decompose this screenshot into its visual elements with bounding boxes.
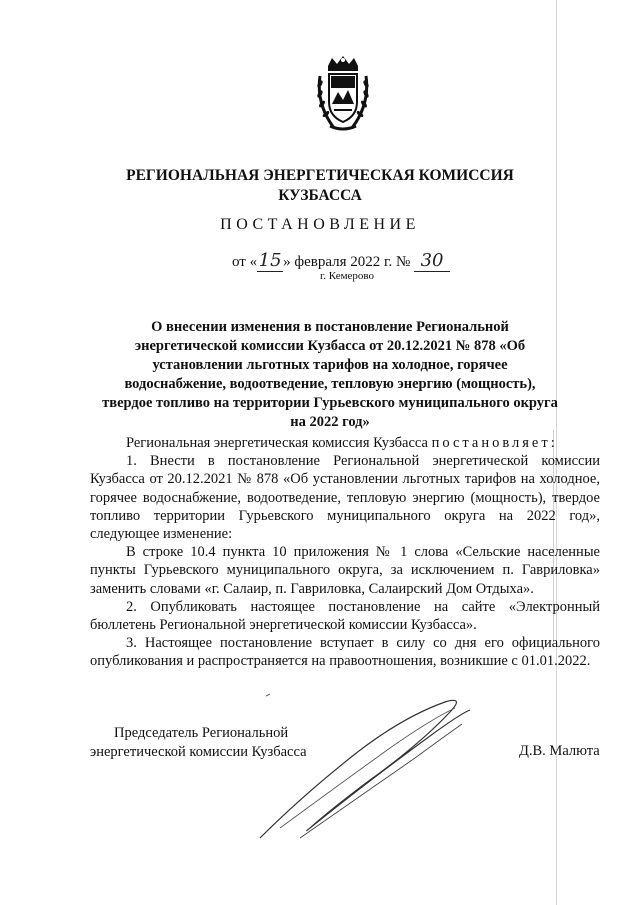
signatory-name: Д.В. Малюта [519,743,600,759]
date-prefix: от « [232,254,258,270]
date-month-year: » февраля 2022 г. № [283,254,411,270]
document-number-handwritten: 30 [414,250,450,272]
intro-verb: постановляет: [431,435,558,451]
paragraph-2: 2. Опубликовать настоящее постановление на сайте «Электронный бюллетень Региональной энергетической комиссии Кузбасса». [90,598,600,634]
intro-text: Региональная энергетическая комиссия Кузбасса [126,435,428,451]
document-type: ПОСТАНОВЛЕНИЕ [220,216,420,233]
paragraph-1-subclause: В строке 10.4 пункта 10 приложения № 1 слова «Сельские населенные пункты Гурьевского муниципального округа, за исключением п. Гавриловка» заменить словами «г. Салаир, п. Гавриловка, Салаирский Дом Отдыха». [90,544,600,597]
date-day-handwritten: 15 [258,250,282,271]
signatory-title-line2: энергетической комиссии Кузбасса [90,744,307,760]
coat-of-arms-emblem [314,54,372,134]
handwritten-signature [240,688,500,848]
paragraph-1: 1. Внести в постановление Региональной энергетической комиссии Кузбасса от 20.12.2021 № 878 «Об установлении льготных тарифов на холодное, горячее водоснабжение, водоотведение, тепловую энергию (мощность), твердое топливо территории Гурьевского муниципального округа на 2022 год», следующее изменение: [90,453,600,543]
organization-name-line1: РЕГИОНАЛЬНАЯ ЭНЕРГЕТИЧЕСКАЯ КОМИССИЯ [126,167,514,184]
document-heading: О внесении изменения в постановление Региональной энергетической комиссии Кузбасса от 20.12.2021 № 878 «Об установлении льготных тарифов на холодное, горячее водоснабжение, водоотведение, тепловую энергию (мощность), твердое топливо на территории Гурьевского муниципального округа на 2022 год» [102,319,558,430]
document-body [90,434,600,671]
organization-name-line2: КУЗБАССА [278,187,362,204]
signatory-title-line1: Председатель Региональной [114,725,289,741]
date-line [232,250,450,272]
city-label: г. Кемерово [320,270,375,282]
paragraph-3: 3. Настоящее постановление вступает в силу со дня его официального опубликования и распространяется на правоотношения, возникшие с 01.01.2022. [90,635,600,670]
intro-paragraph [90,434,600,452]
